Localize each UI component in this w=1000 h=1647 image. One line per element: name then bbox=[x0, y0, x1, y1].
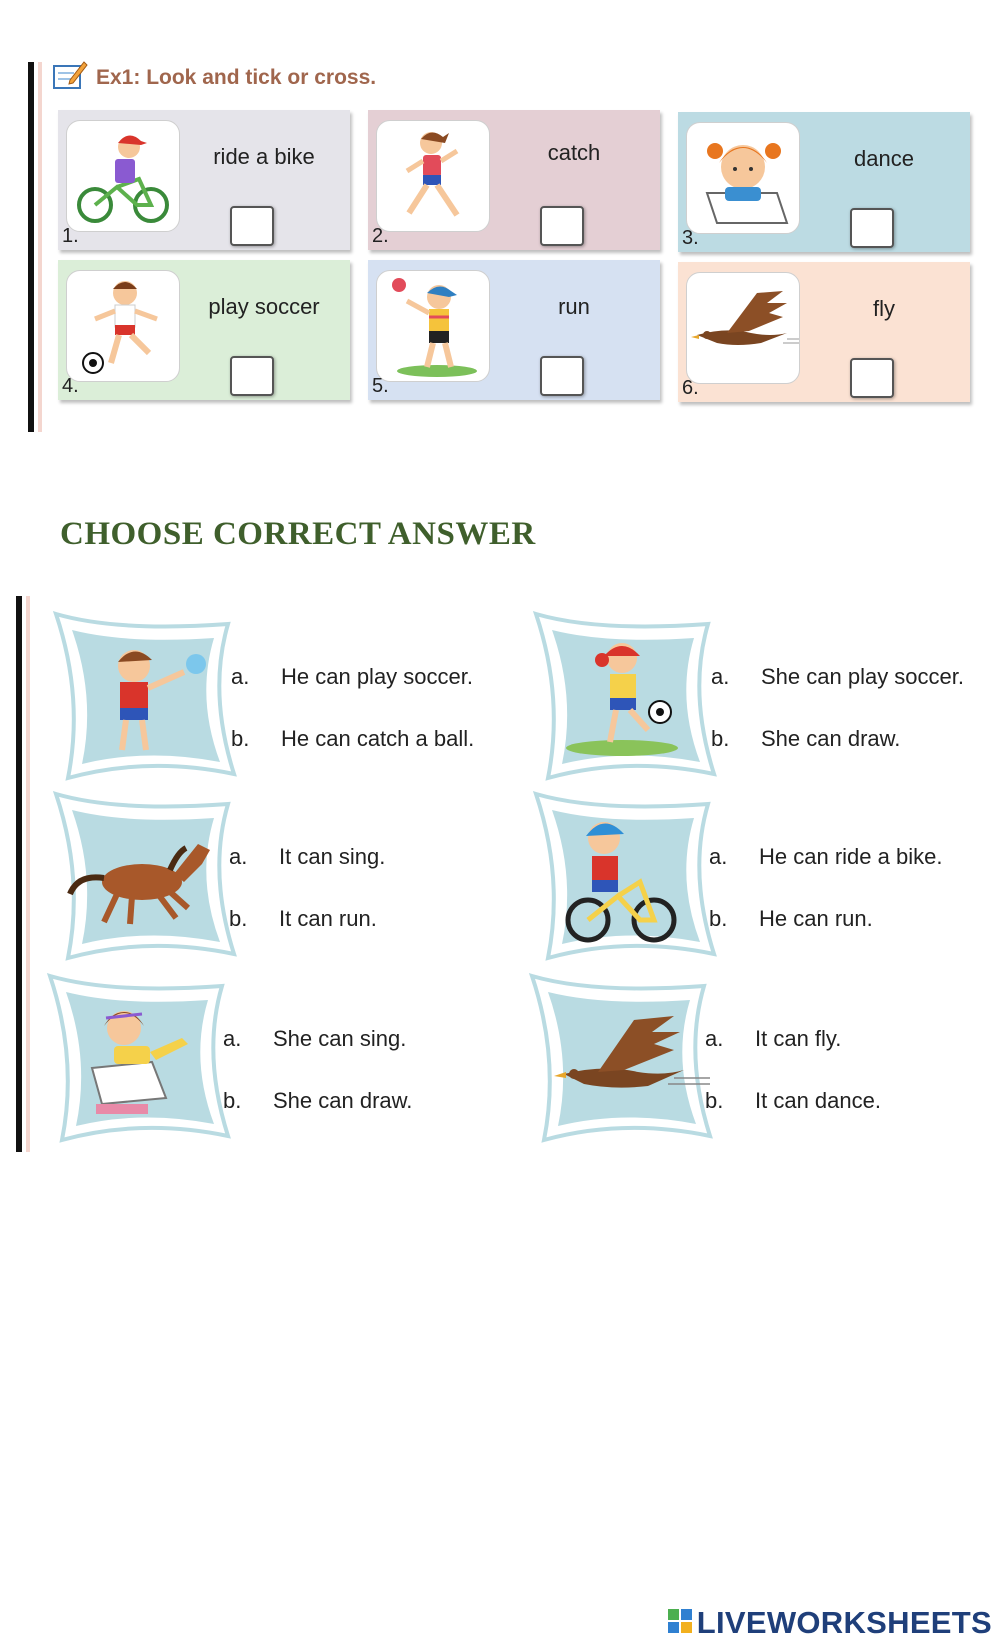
option-letter: a. bbox=[231, 664, 250, 689]
option-text: It can dance. bbox=[755, 1088, 881, 1113]
left-margin-bar bbox=[28, 62, 34, 432]
option-text: She can sing. bbox=[273, 1026, 407, 1051]
option-b[interactable] bbox=[231, 726, 474, 752]
option-a[interactable] bbox=[709, 844, 942, 870]
card-word: dance bbox=[854, 146, 914, 171]
option-text: It can sing. bbox=[279, 844, 386, 869]
option-letter: b. bbox=[711, 726, 730, 751]
option-a[interactable] bbox=[229, 844, 385, 870]
option-a[interactable] bbox=[223, 1026, 406, 1052]
option-a[interactable] bbox=[231, 664, 473, 690]
tick-box[interactable] bbox=[540, 206, 584, 246]
boy-kicking-ball-icon bbox=[66, 270, 180, 382]
option-a[interactable] bbox=[711, 664, 964, 690]
card-number: 2. bbox=[372, 225, 389, 247]
question-1 bbox=[38, 602, 508, 782]
bird-flying-icon bbox=[686, 272, 800, 384]
tick-box[interactable] bbox=[540, 356, 584, 396]
card-dance bbox=[678, 112, 970, 252]
option-letter: a. bbox=[223, 1026, 242, 1051]
option-b[interactable] bbox=[709, 906, 873, 932]
card-number: 5. bbox=[372, 375, 389, 397]
option-text: It can run. bbox=[279, 906, 377, 931]
tick-box[interactable] bbox=[230, 356, 274, 396]
girl-running-icon bbox=[376, 120, 490, 232]
card-ride-a-bike bbox=[58, 110, 350, 250]
question-4 bbox=[518, 782, 988, 962]
card-run bbox=[368, 260, 660, 400]
option-text: He can ride a bike. bbox=[759, 844, 943, 869]
left-margin-accent bbox=[26, 596, 30, 1152]
option-text: She can draw. bbox=[273, 1088, 413, 1113]
question-2 bbox=[518, 602, 988, 782]
option-text: He can run. bbox=[759, 906, 873, 931]
option-text: She can play soccer. bbox=[761, 664, 965, 689]
bird-flying-icon bbox=[514, 964, 724, 1144]
option-b[interactable] bbox=[229, 906, 377, 932]
boy-riding-bike-icon bbox=[66, 120, 180, 232]
option-text: He can catch a ball. bbox=[281, 726, 475, 751]
girl-kicking-ball-icon bbox=[518, 602, 728, 782]
tick-box[interactable] bbox=[850, 358, 894, 398]
option-letter: a. bbox=[229, 844, 248, 869]
card-fly bbox=[678, 262, 970, 402]
option-a[interactable] bbox=[705, 1026, 841, 1052]
card-number: 1. bbox=[62, 225, 79, 247]
exercise-grid bbox=[58, 110, 970, 412]
option-letter: a. bbox=[711, 664, 730, 689]
card-word: fly bbox=[873, 296, 895, 321]
tick-box[interactable] bbox=[230, 206, 274, 246]
exercise-title: Ex1: Look and tick or cross. bbox=[96, 65, 377, 89]
card-number: 6. bbox=[682, 377, 699, 399]
card-word: play soccer bbox=[208, 294, 320, 319]
liveworksheets-logo-icon bbox=[667, 1608, 693, 1639]
option-letter: b. bbox=[705, 1088, 724, 1113]
section-title: CHOOSE CORRECT ANSWER bbox=[60, 516, 536, 552]
boy-catching-ball-icon bbox=[38, 602, 248, 782]
tick-box[interactable] bbox=[850, 208, 894, 248]
card-number: 4. bbox=[62, 375, 79, 397]
option-text: She can draw. bbox=[761, 726, 901, 751]
girl-drawing-icon bbox=[686, 122, 800, 234]
option-b[interactable] bbox=[705, 1088, 881, 1114]
pencil-notepad-icon bbox=[52, 60, 88, 95]
left-margin-accent bbox=[38, 62, 42, 432]
horse-running-icon bbox=[38, 782, 248, 962]
option-text: It can fly. bbox=[755, 1026, 842, 1051]
card-number: 3. bbox=[682, 227, 699, 249]
option-letter: b. bbox=[709, 906, 728, 931]
option-letter: a. bbox=[709, 844, 728, 869]
card-word: ride a bike bbox=[213, 144, 315, 169]
brand-name: LIVEWORKSHEETS bbox=[696, 1605, 992, 1640]
left-margin-bar bbox=[16, 596, 22, 1152]
option-letter: b. bbox=[229, 906, 248, 931]
exercise-header bbox=[52, 60, 376, 95]
option-b[interactable] bbox=[711, 726, 900, 752]
girl-drawing-icon bbox=[32, 964, 242, 1144]
question-5 bbox=[32, 964, 502, 1144]
option-letter: a. bbox=[705, 1026, 724, 1051]
option-b[interactable] bbox=[223, 1088, 412, 1114]
question-6 bbox=[514, 964, 984, 1144]
card-word: catch bbox=[547, 140, 601, 165]
card-catch bbox=[368, 110, 660, 250]
question-3 bbox=[38, 782, 508, 962]
option-letter: b. bbox=[231, 726, 250, 751]
brand-logo bbox=[667, 1605, 992, 1641]
card-word: run bbox=[558, 294, 590, 319]
card-play-soccer bbox=[58, 260, 350, 400]
option-text: He can play soccer. bbox=[281, 664, 473, 689]
boy-riding-bike-icon bbox=[518, 782, 728, 962]
boy-catching-ball-icon bbox=[376, 270, 490, 382]
option-letter: b. bbox=[223, 1088, 242, 1113]
